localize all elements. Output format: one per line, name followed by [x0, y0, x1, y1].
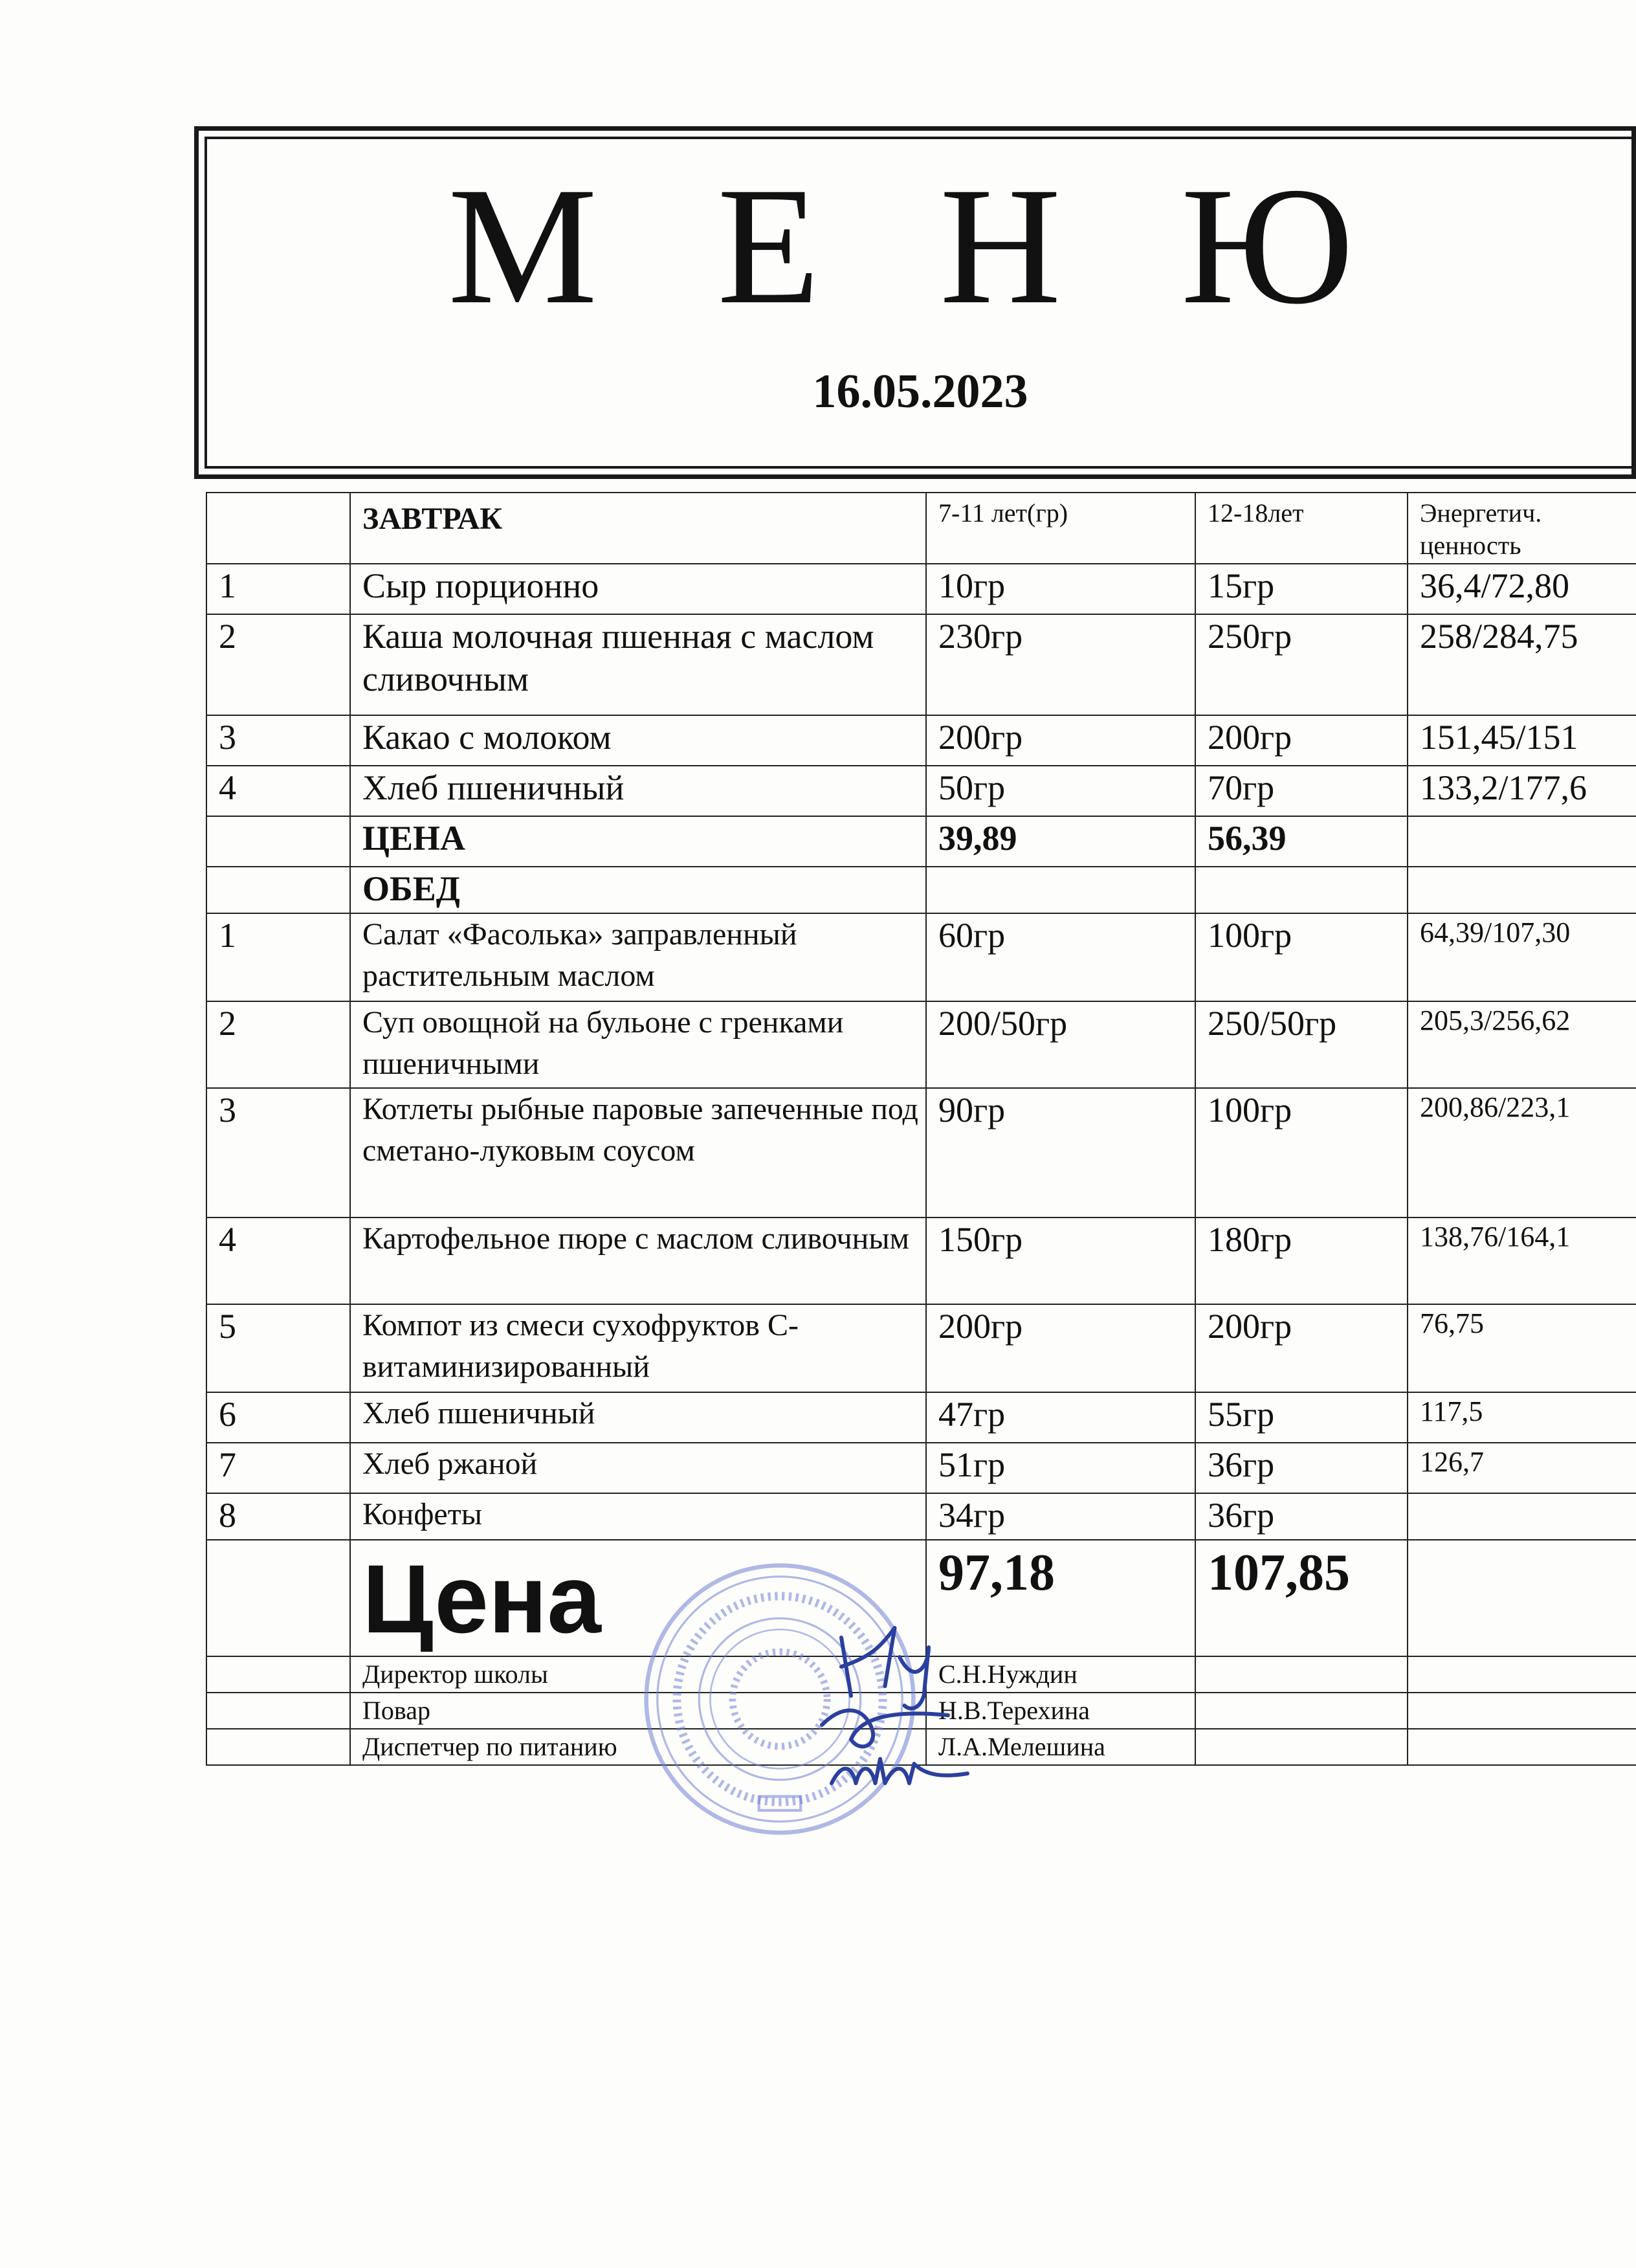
dish-name: Какао с молоком	[350, 715, 926, 766]
row-number: 6	[206, 1392, 350, 1443]
signature-name: Л.А.Мелешина	[926, 1729, 1195, 1765]
signature-role: Диспетчер по питанию	[350, 1729, 926, 1765]
portion-12-18: 100гр	[1195, 913, 1408, 1001]
energy-value: 138,76/164,1	[1408, 1217, 1636, 1304]
energy-value: 200,86/223,1	[1408, 1088, 1636, 1217]
row-number: 7	[206, 1443, 350, 1493]
table-cell	[206, 1540, 350, 1656]
portion-12-18: 15гр	[1195, 564, 1408, 614]
lunch-price-12-18: 107,85	[1195, 1540, 1408, 1656]
dish-name: Хлеб ржаной	[350, 1443, 926, 1493]
portion-12-18: 55гр	[1195, 1392, 1408, 1443]
menu-date: 16.05.2023	[812, 365, 1028, 418]
dish-name: Салат «Фасолька» заправленный растительным маслом	[350, 913, 926, 1001]
breakfast-header-row	[206, 493, 1636, 564]
table-row	[206, 1304, 1636, 1392]
portion-7-11: 50гр	[926, 766, 1195, 816]
table-row	[206, 1392, 1636, 1443]
table-cell	[926, 867, 1195, 913]
column-header-age-12-18: 12-18лет	[1195, 493, 1408, 564]
energy-value: 151,45/151	[1408, 715, 1636, 766]
table-cell	[1408, 816, 1636, 867]
table-cell	[206, 1656, 350, 1693]
row-number: 2	[206, 614, 350, 715]
table-row	[206, 564, 1636, 614]
menu-table	[206, 492, 1636, 1766]
portion-7-11: 90гр	[926, 1088, 1195, 1217]
energy-value	[1408, 1493, 1636, 1540]
signature-name: Н.В.Терехина	[926, 1693, 1195, 1729]
table-row	[206, 766, 1636, 816]
row-number: 3	[206, 715, 350, 766]
energy-value: 126,7	[1408, 1443, 1636, 1493]
portion-12-18: 70гр	[1195, 766, 1408, 816]
signature-name: С.Н.Нуждин	[926, 1656, 1195, 1693]
portion-7-11: 34гр	[926, 1493, 1195, 1540]
portion-12-18: 200гр	[1195, 1304, 1408, 1392]
dish-name: Картофельное пюре с маслом сливочным	[350, 1217, 926, 1304]
column-header-age-7-11: 7-11 лет(гр)	[926, 493, 1195, 564]
table-cell	[1195, 1693, 1408, 1729]
table-cell	[1195, 867, 1408, 913]
portion-12-18: 100гр	[1195, 1088, 1408, 1217]
table-row	[206, 1443, 1636, 1493]
row-number: 4	[206, 1217, 350, 1304]
energy-value: 205,3/256,62	[1408, 1001, 1636, 1088]
column-header-energy: Энергетич. ценность	[1408, 493, 1636, 564]
table-row	[206, 1088, 1636, 1217]
breakfast-heading: ЗАВТРАК	[350, 493, 926, 564]
energy-value: 76,75	[1408, 1304, 1636, 1392]
lunch-price-label: Цена	[350, 1540, 926, 1656]
dish-name: Каша молочная пшенная с маслом сливочным	[350, 614, 926, 715]
table-row	[206, 614, 1636, 715]
portion-7-11: 10гр	[926, 564, 1195, 614]
energy-value: 117,5	[1408, 1392, 1636, 1443]
lunch-heading: ОБЕД	[350, 867, 926, 913]
dish-name: Сыр порционно	[350, 564, 926, 614]
dish-name: Суп овощной на бульоне с гренками пшеничными	[350, 1001, 926, 1088]
signature-role: Повар	[350, 1693, 926, 1729]
row-number: 8	[206, 1493, 350, 1540]
breakfast-price-label: ЦЕНА	[350, 816, 926, 867]
portion-7-11: 200/50гр	[926, 1001, 1195, 1088]
portion-12-18: 36гр	[1195, 1493, 1408, 1540]
energy-value: 64,39/107,30	[1408, 913, 1636, 1001]
table-cell	[1195, 1656, 1408, 1693]
breakfast-price-row	[206, 816, 1636, 867]
row-number: 2	[206, 1001, 350, 1088]
table-cell	[1408, 1656, 1636, 1693]
table-row	[206, 1217, 1636, 1304]
lunch-price-7-11: 97,18	[926, 1540, 1195, 1656]
table-cell	[206, 1729, 350, 1765]
portion-7-11: 230гр	[926, 614, 1195, 715]
table-cell	[1408, 1693, 1636, 1729]
signature-role: Директор школы	[350, 1656, 926, 1693]
portion-7-11: 51гр	[926, 1443, 1195, 1493]
breakfast-price-7-11: 39,89	[926, 816, 1195, 867]
table-row	[206, 1001, 1636, 1088]
director-signature	[802, 1618, 997, 1812]
portion-7-11: 150гр	[926, 1217, 1195, 1304]
portion-7-11: 60гр	[926, 913, 1195, 1001]
breakfast-price-12-18: 56,39	[1195, 816, 1408, 867]
dish-name: Компот из смеси сухофруктов С-витаминизированный	[350, 1304, 926, 1392]
page-title: М Е Н Ю	[448, 153, 1393, 339]
energy-value: 258/284,75	[1408, 614, 1636, 715]
table-cell	[1408, 867, 1636, 913]
portion-12-18: 250/50гр	[1195, 1001, 1408, 1088]
energy-value: 36,4/72,80	[1408, 564, 1636, 614]
portion-12-18: 250гр	[1195, 614, 1408, 715]
table-cell	[206, 867, 350, 913]
table-row	[206, 1493, 1636, 1540]
table-cell	[1408, 1729, 1636, 1765]
portion-7-11: 200гр	[926, 1304, 1195, 1392]
portion-12-18: 180гр	[1195, 1217, 1408, 1304]
portion-7-11: 47гр	[926, 1392, 1195, 1443]
dish-name: Хлеб пшеничный	[350, 766, 926, 816]
row-number: 3	[206, 1088, 350, 1217]
table-cell	[206, 493, 350, 564]
energy-value: 133,2/177,6	[1408, 766, 1636, 816]
portion-7-11: 200гр	[926, 715, 1195, 766]
table-cell	[206, 816, 350, 867]
dish-name: Хлеб пшеничный	[350, 1392, 926, 1443]
row-number: 1	[206, 913, 350, 1001]
table-cell	[1195, 1729, 1408, 1765]
portion-12-18: 200гр	[1195, 715, 1408, 766]
row-number: 5	[206, 1304, 350, 1392]
table-cell	[1408, 1540, 1636, 1656]
dish-name: Котлеты рыбные паровые запеченные под сметано-луковым соусом	[350, 1088, 926, 1217]
portion-12-18: 36гр	[1195, 1443, 1408, 1493]
table-row	[206, 715, 1636, 766]
dish-name: Конфеты	[350, 1493, 926, 1540]
table-row	[206, 913, 1636, 1001]
table-cell	[206, 1693, 350, 1729]
lunch-header-row	[206, 867, 1636, 913]
row-number: 1	[206, 564, 350, 614]
row-number: 4	[206, 766, 350, 816]
